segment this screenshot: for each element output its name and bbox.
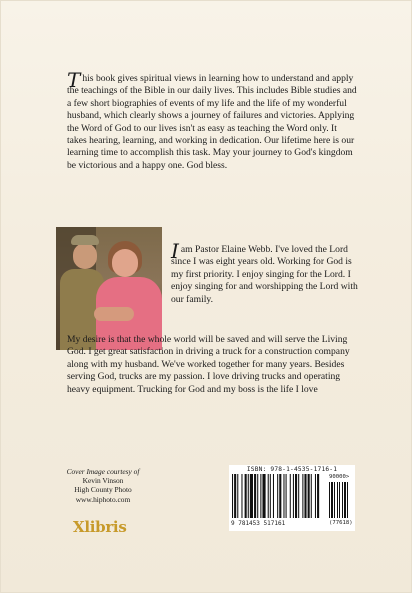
credit-line-1: Cover Image courtesy of	[66, 467, 140, 476]
barcode-bar	[315, 474, 316, 518]
credit-line-4: www.hiphoto.com	[75, 494, 131, 504]
barcode-addon-code: (77618)	[329, 520, 353, 526]
barcode-addon-bar	[347, 482, 348, 518]
credit-line-3: High County Photo	[74, 485, 132, 495]
isbn-barcode	[229, 465, 355, 531]
barcode-bar	[273, 474, 274, 518]
barcode-bar	[302, 474, 303, 518]
barcode-bar	[268, 474, 269, 518]
barcode-addon-bar	[331, 482, 333, 518]
barcode-bar	[254, 474, 256, 518]
barcode-addon-bar	[329, 482, 330, 518]
barcode-bars	[229, 474, 355, 520]
barcode-bar	[262, 474, 265, 518]
bio-dropcap: I	[171, 239, 179, 263]
isbn-text: ISBN: 978-1-4535-1716-1	[246, 466, 338, 473]
barcode-bar	[283, 474, 284, 518]
barcode-bar	[286, 474, 287, 518]
barcode-bar	[317, 474, 319, 518]
barcode-bar	[295, 474, 297, 518]
barcode-bar	[279, 474, 281, 518]
intro-dropcap: T	[67, 68, 81, 92]
barcode-addon: 90000>	[329, 474, 350, 480]
intro-text: his book gives spiritual views in learning how to understand and apply the teachings of the Bible in our daily lives. This includes Bible studies and a few short biographies of events of my life and the life of my wonderful husband, which clearly shows a journey of failures and victories. Applying the Word of God to our lives isn't as easy as teaching the Word only. It takes hearing, learning, and working in dedication. Our lifetime here is our learning time to accomplish this task. May your journey to God's kingdom be victorious and a happy one. God bless.	[67, 73, 357, 171]
barcode-bar	[248, 474, 249, 518]
barcode-bar	[308, 474, 310, 518]
barcode-bar	[311, 474, 312, 518]
barcode-addon-bar	[344, 482, 346, 518]
barcode-addon-bar	[339, 482, 340, 518]
barcode-bar	[290, 474, 291, 518]
author-bio	[171, 239, 366, 306]
author-photo	[56, 227, 162, 350]
barcode-addon-bar	[334, 482, 335, 518]
barcode-bar	[277, 474, 278, 518]
barcode-bar	[237, 474, 238, 518]
cover-image-credits	[57, 467, 149, 504]
barcode-bar	[257, 474, 258, 518]
barcode-addon-bar	[342, 482, 343, 518]
credit-line-2: Kevin Vinson	[82, 476, 124, 486]
barcode-addon-bar	[337, 482, 338, 518]
barcode-bar	[232, 474, 233, 518]
desire-paragraph	[67, 334, 362, 396]
barcode-bar	[245, 474, 247, 518]
barcode-bar	[270, 474, 271, 518]
barcode-bar	[293, 474, 294, 518]
barcode-bar	[304, 474, 306, 518]
publisher-logo: Xlibris	[73, 518, 127, 536]
barcode-bar	[260, 474, 261, 518]
barcode-bar	[241, 474, 242, 518]
barcode-digits: 9 781453 517161	[231, 520, 286, 527]
intro-paragraph	[67, 68, 357, 172]
barcode-bar	[250, 474, 253, 518]
desire-text: My desire is that the whole world will be saved and will serve the Living God. I get great satisfaction in driving a truck for a construction company along with my husband. We've worked together for many years. Besides serving God, trucks are my passion. I love driving trucks and operating heavy equipment. Trucking for God and my boss is the life I love	[67, 334, 350, 395]
barcode-bar	[234, 474, 236, 518]
barcode-bar	[298, 474, 299, 518]
bio-text: am Pastor Elaine Webb. I've loved the Lord since I was eight years old. Working for God is my first priority. I enjoy singing for the Lord. I enjoy singing for and worshipping the Lord with our family.	[171, 244, 358, 305]
